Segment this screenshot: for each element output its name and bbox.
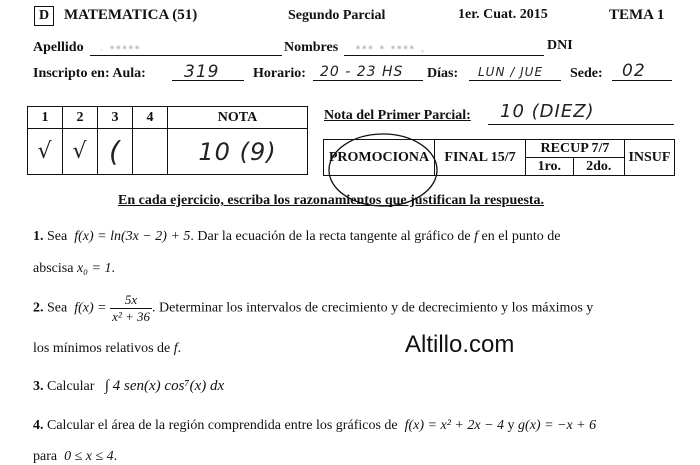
q2-number: 2. (33, 300, 44, 316)
aula-value: 319 (184, 62, 220, 82)
q3-integral: ∫ 4 sen(x) cos⁷(x) dx (104, 378, 225, 394)
q4-text-a: Calcular el área de la región comprendida entre los gráficos de (47, 418, 398, 433)
horario-line (313, 80, 423, 81)
q4-f: f(x) = x² + 2x − 4 (404, 418, 505, 433)
sede-label: Sede: (570, 66, 603, 81)
grade-cell-2: √ (63, 129, 98, 175)
q4-g: g(x) = −x + 6 (518, 418, 597, 433)
recup-1ro-cell: 1ro. (526, 158, 574, 176)
question-4 (33, 418, 596, 434)
apellido-value: . ▪▪▪▪▪ (100, 40, 142, 54)
nombres-label: Nombres (284, 40, 339, 55)
q2-fname: f (173, 341, 178, 356)
grade-cell-nota: 10 (9) (168, 129, 308, 175)
nombres-line (344, 55, 544, 56)
sede-value: 02 (622, 61, 646, 81)
q1-text-d: abscisa (33, 261, 74, 276)
recup-cell: RECUP 7/7 (526, 140, 625, 158)
q3-text-a: Calcular (47, 379, 95, 394)
apellido-line (90, 55, 282, 56)
grades-table (27, 106, 308, 175)
q1-number: 1. (33, 229, 44, 244)
dni-label: DNI (547, 38, 573, 53)
grade-header-nota: NOTA (168, 107, 308, 129)
first-partial-value: 10 (DIEZ) (500, 101, 595, 122)
q2-text-a: Sea (47, 300, 68, 316)
q2-numerator: 5x (110, 292, 152, 309)
horario-label: Horario: (253, 66, 306, 81)
q1-x0: x₀ = 1 (76, 261, 112, 276)
dias-line (469, 80, 561, 81)
grade-header-2: 2 (63, 107, 98, 129)
q1-function: f(x) = ln(3x − 2) + 5 (74, 229, 191, 244)
dias-value: LUN / JUE (478, 65, 544, 79)
exam-title: Segundo Parcial (288, 8, 386, 23)
grade-header-3: 3 (98, 107, 133, 129)
instructions: En cada ejercicio, escriba los razonamientos que justifican la respuesta. (118, 193, 545, 208)
question-2-line2: los mínimos relativos de f. (33, 341, 182, 356)
exam-period: 1er. Cuat. 2015 (458, 7, 548, 22)
question-1 (33, 229, 560, 245)
q2-text-b: . Determinar los intervalos de crecimiento y de decrecimiento y los máximos y (152, 300, 594, 316)
q1-text-b: . Dar la ecuación de la recta tangente al gráfico de (190, 229, 471, 244)
q4-text-b: para (33, 449, 58, 464)
tema-label: TEMA 1 (609, 7, 665, 23)
apellido-label: Apellido (33, 40, 84, 55)
grade-cell-1: √ (28, 129, 63, 175)
q1-text-c: en el punto de (481, 229, 561, 244)
dias-label: Días: (427, 66, 459, 81)
q1-fname: f (474, 229, 479, 244)
q2-fraction (110, 292, 152, 325)
first-partial-line (488, 124, 674, 125)
final-cell: FINAL 15/7 (435, 140, 526, 176)
q4-y: y (507, 418, 515, 433)
promociona-cell: PROMOCIONA (324, 140, 435, 176)
tema-letter-box: D (34, 6, 54, 26)
question-2 (33, 292, 593, 325)
insuf-cell: INSUF (624, 140, 674, 176)
grade-header-4: 4 (133, 107, 168, 129)
question-3 (33, 378, 224, 395)
grade-header-1: 1 (28, 107, 63, 129)
q1-text-a: Sea (47, 229, 68, 244)
inscripto-label: Inscripto en: Aula: (33, 66, 146, 81)
q3-number: 3. (33, 379, 44, 394)
grade-cell-3: ( (98, 129, 133, 175)
q4-number: 4. (33, 418, 44, 433)
recup-2do-cell: 2do. (573, 158, 624, 176)
grade-cell-4 (133, 129, 168, 175)
first-partial-label: Nota del Primer Parcial: (324, 108, 471, 123)
subject-title: MATEMATICA (51) (64, 7, 198, 23)
question-1-line2: abscisa x₀ = 1. (33, 261, 115, 276)
q4-range: 0 ≤ x ≤ 4 (64, 449, 114, 464)
watermark: Altillo.com (405, 331, 515, 358)
q2-text-c: los mínimos relativos de (33, 341, 171, 356)
q2-fx: f(x) = (74, 300, 107, 316)
q2-denominator: x² + 36 (112, 309, 151, 324)
horario-value: 20 - 23 HS (320, 64, 404, 80)
nombres-value: ▪▪▪ ▪ ▪▪▪▪ , (356, 40, 427, 54)
question-4-line2: para 0 ≤ x ≤ 4. (33, 449, 118, 464)
